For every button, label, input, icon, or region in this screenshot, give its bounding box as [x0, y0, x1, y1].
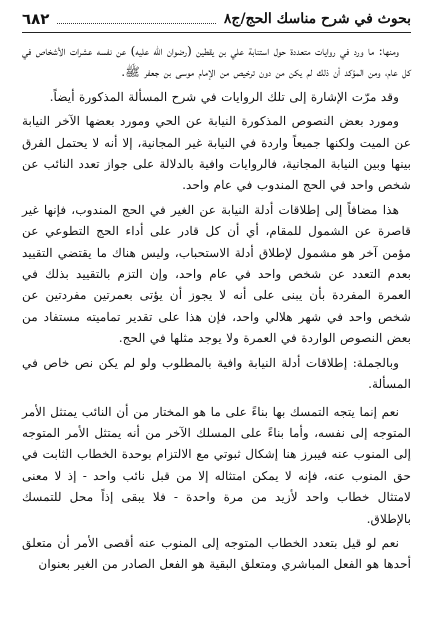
document-page — [22, 6, 411, 626]
paragraph: نعم إنما يتجه التمسك بها بناءً على ما هو المختار من أن النائب يمتثل الأمر المتوجه إلى نفسه، وأما بناءً على المسلك الآخر من أنه يمتثل الأمر المتوجه إلى المنوب عنه فيبرز هنا إشكال ثبوتي مع الالتزام بوحدة الخطاب الثابت في حق المنوب عنه، فإنه لا يمكن امتثاله إلا من قبل نائب واحد - إذ لا معنى لامتثال خطاب واحد لأزيد من مرة واحدة - فلا يبقى إذاً محل للتمسك بالإطلاق. — [22, 404, 411, 526]
page-number: ٦٨٢ — [22, 10, 50, 28]
paragraph: نعم لو قيل بتعدد الخطاب المتوجه إلى المنوب عنه أقصى الأمر أن متعلق أحدها هو الفعل المباشري ومتعلق البقية هو الفعل الصادر من الغير بعنوان — [22, 535, 411, 572]
paragraph: وبالجملة: إطلاقات أدلة النيابة وافية بالمطلوب ولو لم يكن نص خاص في المسألة. — [22, 355, 411, 392]
paragraph: وقد مرّت الإشارة إلى تلك الروايات في شرح المسألة المذكورة أيضاً. — [49, 89, 399, 104]
page-body — [22, 41, 411, 576]
page-header — [22, 6, 411, 33]
paragraph: ومنها: ما ورد في روايات متعددة حول استنابة علي بن يقطين (رضوان الله عليه) عن نفسه عشرات الأشخاص في كل عام، ومن المؤكد أن ذلك لم يكن من دون ترخيص من الإمام موسى بن جعفر ﷺ. — [22, 44, 411, 80]
paragraph: هذا مضافاً إلى إطلاقات أدلة النيابة عن الغير في الحج المندوب، فإنها غير قاصرة عن الشمول للمقام، أي أن كل قادر على أداء الحج التطوعي عن مؤمن آخر هو مشمول لإطلاق أدلة الاستحباب، وليس هناك ما يقتضي التقييد بعدم التعدد عن شخص واحد في عام واحد، وإن التزم بالتقييد بذلك في العمرة المفردة بأن يبنى على أنه لا يجوز أن يؤتى بعمرتين مفردتين عن شخص واحد في شهر هلالي واحد، فإن هذا على تقدير تماميته مستفاد من بعض النصوص الواردة في العمرة ولا يوجد مثلها في الحج. — [22, 202, 411, 346]
running-title: بحوث في شرح مناسك الحج/ج٨ — [223, 11, 411, 27]
header-dotted-leader — [57, 23, 215, 24]
paragraph: ومورد بعض النصوص المذكورة النيابة عن الحي ومورد بعضها الآخر النيابة عن الميت ولكنها جميعاً واردة في النيابة غير المجانية، إلا أنه لا يحتمل الفرق بينها وبين النيابة المجانية، فالروايات وافية بالدلالة على جواز تعدد النائب عن شخص واحد في الحج المندوب في عام واحد. — [22, 114, 411, 193]
